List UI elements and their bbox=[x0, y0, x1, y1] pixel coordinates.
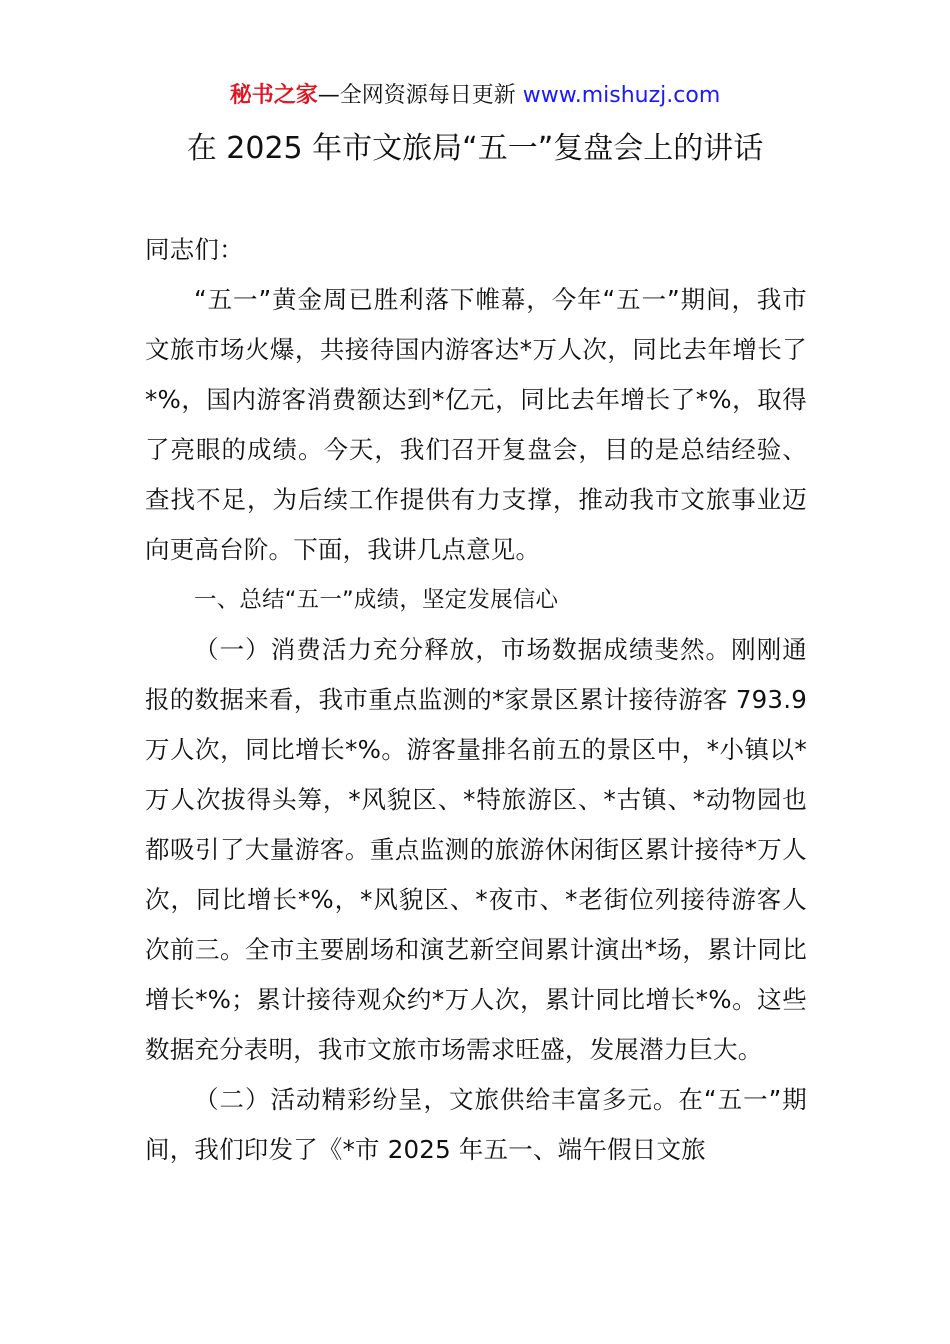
paragraph-intro: “五一”黄金周已胜利落下帷幕，今年“五一”期间，我市文旅市场火爆，共接待国内游客达*万人次，同比去年增长了*%，国内游客消费额达到*亿元，同比去年增长了*%，取得了亮眼的成绩。今天，我们召开复盘会，目的是总结经验、查找不足，为后续工作提供有力支撑，推动我市文旅事业迈向更高台阶。下面，我讲几点意见。 bbox=[145, 285, 807, 564]
site-url-link[interactable]: www.mishuzj.com bbox=[522, 83, 721, 108]
paragraph-activities: （二）活动精彩纷呈，文旅供给丰富多元。在“五一”期间，我们印发了《*市 2025 年五一、端午假日文旅 bbox=[145, 1085, 807, 1164]
site-header bbox=[0, 80, 950, 112]
section-heading-1: 一、总结“五一”成绩，坚定发展信心 bbox=[194, 587, 559, 613]
salutation: 同志们： bbox=[145, 235, 244, 264]
brand-name: 秘书之家 bbox=[229, 83, 318, 108]
header-slogan: —全网资源每日更新 bbox=[317, 83, 523, 108]
paragraph-consumption: （一）消费活力充分释放，市场数据成绩斐然。刚刚通报的数据来看，我市重点监测的*家景区累计接待游客 793.9 万人次，同比增长*%。游客量排名前五的景区中，*小镇以*万人次拔得头筹，*风貌区、*特旅游区、*古镇、*动物园也都吸引了大量游客。重点监测的旅游休闲街区累计接待*万人次，同比增长*%，*风貌区、*夜市、*老街位列接待游客人次前三。全市主要剧场和演艺新空间累计演出*场，累计同比增长*%；累计接待观众约*万人次，累计同比增长*%。这些数据充分表明，我市文旅市场需求旺盛，发展潜力巨大。 bbox=[145, 635, 807, 1064]
document-title: 在 2025 年市文旅局“五一”复盘会上的讲话 bbox=[186, 131, 764, 166]
document-body bbox=[145, 225, 807, 1175]
